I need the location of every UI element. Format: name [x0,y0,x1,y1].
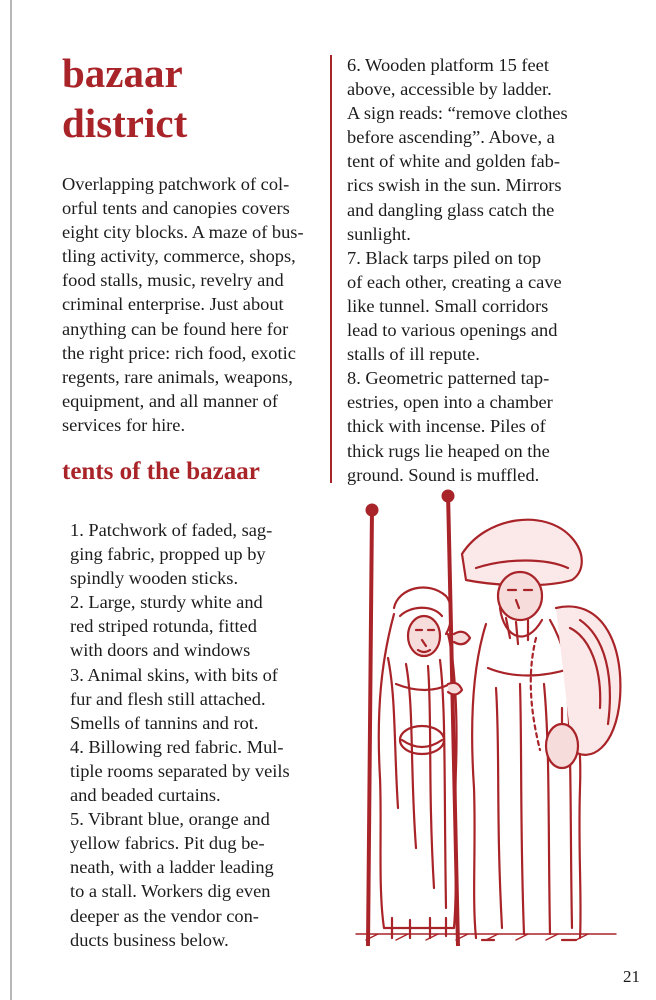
tent-list-line: before ascending”. Above, a [347,127,555,148]
tent-list-line: 8. Geometric patterned tap- [347,368,550,389]
tent-list-line: rics swish in the sun. Mirrors [347,175,562,196]
tent-list-line: above, accessible by ladder. [347,79,552,100]
tent-list-line: ging fabric, propped up by [70,544,266,565]
intro-line: anything can be found here for [62,318,289,339]
tent-list-line: sunlight. [347,223,411,244]
section-heading: tents of the bazaar [62,458,260,485]
intro-line: the right price: rich food, exotic [62,342,296,363]
left-pilgrim-icon [379,587,457,938]
intro-line: Overlapping patchwork of col- [62,174,290,194]
tent-list-line: yellow fabrics. Pit dug be- [70,833,265,854]
intro-line: tling activity, commerce, shops, [62,246,296,267]
intro-line: food stalls, music, revelry and [62,270,284,291]
pilgrims-illustration [336,488,628,946]
tent-list-line: red striped rotunda, fitted [70,616,257,637]
tent-list-line: spindly wooden sticks. [70,568,239,589]
tent-list-line: tent of white and golden fab- [347,151,560,172]
tent-list-line: tiple rooms separated by veils [70,760,290,781]
staff-left-icon [368,508,372,946]
tent-list-line: and beaded curtains. [70,785,221,806]
tent-list-line: fur and flesh still attached. [70,688,266,709]
page-edge-divider [10,0,12,1000]
staff-right-knob-icon [442,490,454,502]
tent-list-line: thick with incense. Piles of [347,416,546,437]
tent-list-line: estries, open into a chamber [347,392,553,413]
page-number: 21 [623,967,640,986]
tent-list-line: ducts business below. [70,929,229,950]
intro-line: services for hire. [62,414,186,435]
tent-list-line: 5. Vibrant blue, orange and [70,809,270,830]
tent-list-line: lead to various openings and [347,320,558,341]
tent-list-line: to a stall. Workers dig even [70,881,271,902]
tent-list-line: 3. Animal skins, with bits of [70,664,278,685]
tent-list-line: 4. Billowing red fabric. Mul- [70,736,284,757]
intro-line: criminal enterprise. Just about [62,294,284,315]
tent-list-line: with doors and windows [70,640,251,661]
tent-list-line: Smells of tannins and rot. [70,712,259,733]
tent-list-line: and dangling glass catch the [347,199,555,220]
tent-list-line: 6. Wooden platform 15 feet [347,55,549,75]
tent-list-line: neath, with a ladder leading [70,857,274,878]
tent-list-line: stalls of ill repute. [347,344,480,365]
intro-paragraph [62,172,318,437]
page-title [62,48,322,148]
right-pilgrim-icon [448,520,620,940]
intro-line: regents, rare animals, weapons, [62,366,293,387]
tent-list-line: thick rugs lie heaped on the [347,440,550,461]
intro-line: orful tents and canopies covers [62,198,290,219]
tent-list-line: 2. Large, sturdy white and [70,592,263,613]
column-divider [330,55,332,483]
tent-list-line: deeper as the vendor con- [70,905,259,926]
intro-line: equipment, and all manner of [62,390,279,411]
tent-list-line: like tunnel. Small corridors [347,295,549,316]
tents-list-right [347,53,607,487]
tent-list-line: of each other, creating a cave [347,271,562,292]
intro-line: eight city blocks. A maze of bus- [62,222,304,243]
title-line: district [62,100,188,146]
staff-left-knob-icon [366,504,378,516]
tent-list-line: 1. Patchwork of faded, sag- [70,520,273,540]
tent-list-line: A sign reads: “remove clothes [347,103,568,124]
tent-list-line: 7. Black tarps piled on top [347,247,542,268]
title-line: bazaar [62,50,183,96]
tents-list-left [70,518,324,952]
tent-list-line: ground. Sound is muffled. [347,464,540,485]
